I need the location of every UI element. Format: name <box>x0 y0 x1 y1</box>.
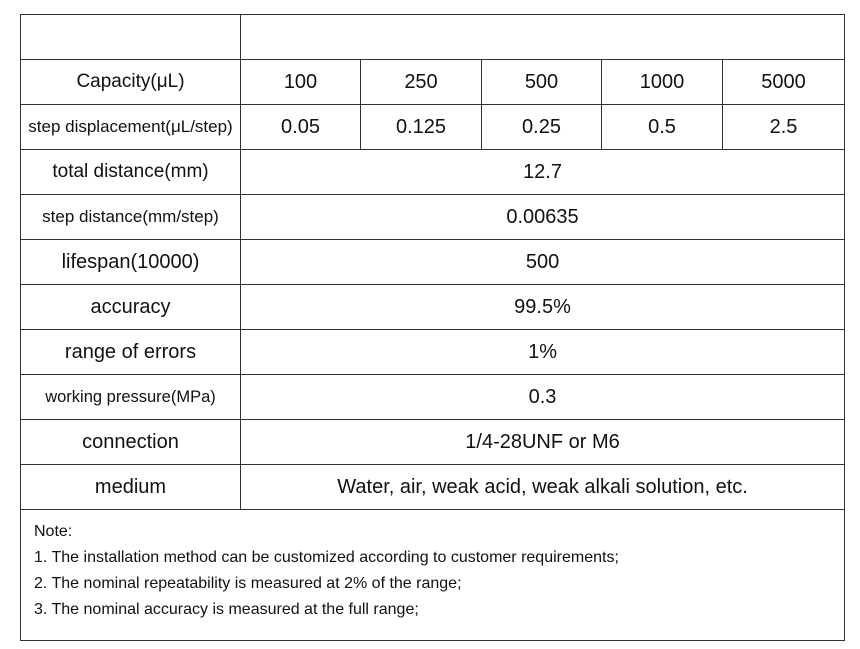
range-of-errors-row <box>21 330 845 375</box>
working-pressure-value: 0.3 <box>241 375 845 420</box>
capacity-value: 1000 <box>602 60 723 105</box>
note-line: 3. The nominal accuracy is measured at the full range; <box>34 601 419 618</box>
range-of-errors-label: range of errors <box>21 330 241 375</box>
capacity-label: Capacity(μL) <box>21 60 241 105</box>
header-blank-row <box>21 15 845 60</box>
step-displacement-value: 0.05 <box>241 105 361 150</box>
lifespan-row <box>21 240 845 285</box>
medium-row <box>21 465 845 510</box>
step-distance-value: 0.00635 <box>241 195 845 240</box>
note-title: Note: <box>34 523 73 540</box>
range-of-errors-value: 1% <box>241 330 845 375</box>
total-distance-label: total distance(mm) <box>21 150 241 195</box>
accuracy-row <box>21 285 845 330</box>
note-row <box>21 510 845 641</box>
accuracy-label: accuracy <box>21 285 241 330</box>
step-displacement-value: 0.25 <box>482 105 602 150</box>
accuracy-value: 99.5% <box>241 285 845 330</box>
connection-label: connection <box>21 420 241 465</box>
step-displacement-value: 2.5 <box>723 105 845 150</box>
capacity-value: 250 <box>361 60 482 105</box>
step-displacement-value: 0.5 <box>602 105 723 150</box>
medium-value: Water, air, weak acid, weak alkali solution, etc. <box>241 465 845 510</box>
header-blank-label-cell <box>21 15 241 60</box>
step-displacement-row <box>21 105 845 150</box>
step-distance-row <box>21 195 845 240</box>
capacity-value: 5000 <box>723 60 845 105</box>
note-cell <box>21 510 845 641</box>
total-distance-value: 12.7 <box>241 150 845 195</box>
capacity-value: 500 <box>482 60 602 105</box>
capacity-value: 100 <box>241 60 361 105</box>
connection-value: 1/4-28UNF or M6 <box>241 420 845 465</box>
header-blank-value-cell <box>241 15 845 60</box>
capacity-row <box>21 60 845 105</box>
step-displacement-value: 0.125 <box>361 105 482 150</box>
medium-label: medium <box>21 465 241 510</box>
working-pressure-label: working pressure(MPa) <box>21 375 241 420</box>
spec-table <box>20 14 845 641</box>
total-distance-row <box>21 150 845 195</box>
lifespan-value: 500 <box>241 240 845 285</box>
step-distance-label: step distance(mm/step) <box>21 195 241 240</box>
note-line: 2. The nominal repeatability is measured at 2% of the range; <box>34 575 462 592</box>
connection-row <box>21 420 845 465</box>
lifespan-label: lifespan(10000) <box>21 240 241 285</box>
step-displacement-label: step displacement(μL/step) <box>21 105 241 150</box>
working-pressure-row <box>21 375 845 420</box>
note-line: 1. The installation method can be customized according to customer requirements; <box>34 549 619 566</box>
